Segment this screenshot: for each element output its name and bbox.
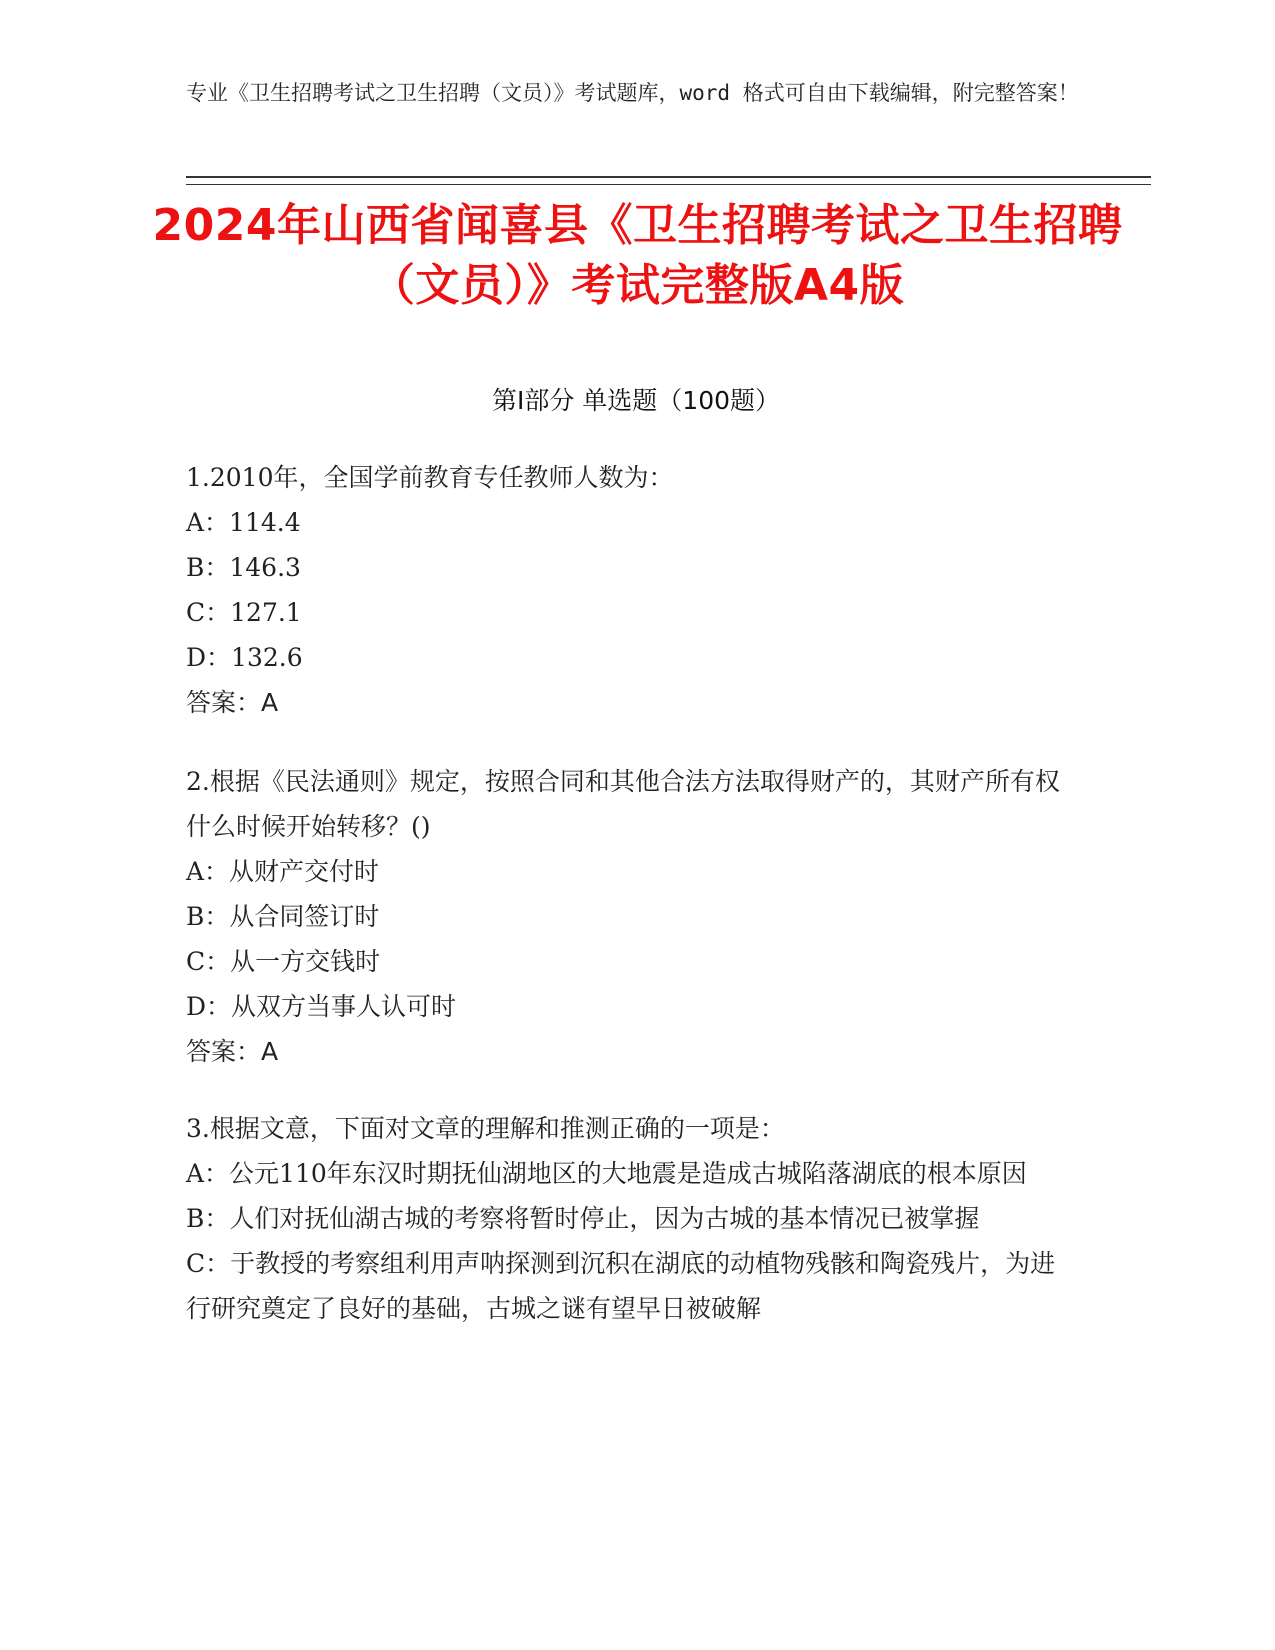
answer: 答案：A xyxy=(186,1037,279,1066)
option-b: B：从合同签订时 xyxy=(186,902,380,931)
option-a: A：公元110年东汉时期抚仙湖地区的大地震是造成古城陷落湖底的根本原因 xyxy=(186,1159,1027,1188)
header-rule-thick xyxy=(186,176,1151,178)
question-3 xyxy=(186,1106,1076,1331)
question-stem: 3.根据文意，下面对文章的理解和推测正确的一项是： xyxy=(186,1114,785,1143)
option-a: A：114.4 xyxy=(186,508,301,537)
option-a: A：从财产交付时 xyxy=(186,857,380,886)
section-heading: 第I部分 单选题（100题） xyxy=(491,386,781,415)
option-c: C：从一方交钱时 xyxy=(186,947,381,976)
option-d: D：从双方当事人认可时 xyxy=(186,992,457,1021)
option-b: B：人们对抚仙湖古城的考察将暂时停止，因为古城的基本情况已被掌握 xyxy=(186,1204,980,1233)
question-2 xyxy=(186,759,1076,1074)
answer: 答案：A xyxy=(186,688,279,717)
option-c: C：127.1 xyxy=(186,598,302,627)
option-c: C：于教授的考察组利用声呐探测到沉积在湖底的动植物残骸和陶瓷残片，为进行研究奠定了良好的基础，古城之谜有望早日被破解 xyxy=(186,1249,1056,1323)
document-title: 2024年山西省闻喜县《卫生招聘考试之卫生招聘（文员）》考试完整版A4版 xyxy=(152,200,1123,311)
option-d: D：132.6 xyxy=(186,643,303,672)
option-b: B：146.3 xyxy=(186,553,301,582)
question-stem: 2.根据《民法通则》规定，按照合同和其他合法方法取得财产的，其财产所有权什么时候开始转移？() xyxy=(186,767,1060,841)
question-1 xyxy=(186,455,1076,725)
question-stem: 1.2010年，全国学前教育专任教师人数为： xyxy=(186,463,674,492)
header-note: 专业《卫生招聘考试之卫生招聘（文员）》考试题库，word 格式可自由下载编辑，附完整答案！ xyxy=(186,81,1079,105)
header-rule-thin xyxy=(186,184,1151,185)
